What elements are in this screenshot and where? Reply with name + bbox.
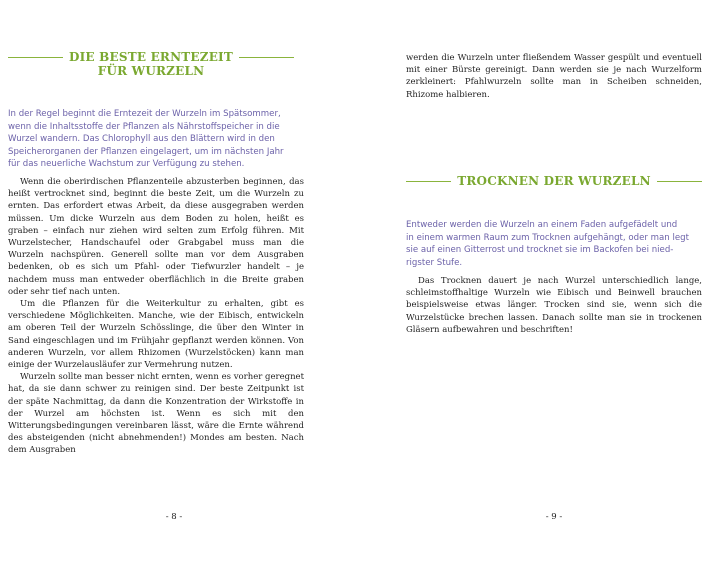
right-lead-line: sie auf einen Gitterrost und trocknet sie im Backofen bei nied- bbox=[406, 245, 674, 256]
left-lead-paragraph bbox=[8, 108, 304, 171]
left-lead-line: Wurzel wandern. Das Chlorophyll aus den Blättern wird in den bbox=[8, 134, 275, 145]
right-continuation-text bbox=[406, 52, 702, 101]
right-body-text bbox=[406, 275, 702, 336]
heading-rule-right bbox=[239, 57, 294, 58]
heading-rule-left bbox=[406, 181, 451, 182]
left-heading-line-2: FÜR WURZELN bbox=[97, 64, 205, 78]
page-number-right: - 9 - bbox=[545, 512, 563, 522]
left-heading-line-1: DIE BESTE ERNTEZEIT bbox=[69, 50, 233, 64]
right-lead-line: in einem warmen Raum zum Trocknen aufgehängt, oder man legt bbox=[406, 232, 689, 243]
left-paragraph-2: Um die Pflanzen für die Weiterkultur zu erhalten, gibt es verschiedene Möglichkeiten. Manche, wie der Eibisch, entwickeln am oberen Teil der Wurzeln Schösslinge, die über den Winter in Sand eingeschlagen und im Frühjahr gepflanzt werden können. Von anderen Wurzeln, vor allem Rhizomen (Wurzelstöcken) kann man einige der Wurzelausläufer zur Vermehrung nutzen. bbox=[8, 299, 304, 371]
right-continuation-paragraph: werden die Wurzeln unter fließendem Wasser gespült und eventuell mit einer Bürste gereinigt. Dann werden sie je nach Wurzelform zerkleinert: Pfahlwurzeln sollte man in Scheiben schneiden, Rhizome halbieren. bbox=[406, 53, 702, 100]
left-lead-line: wenn die Inhaltsstoffe der Pflanzen als Nährstoffspeicher in die bbox=[8, 121, 280, 132]
heading-rule-right bbox=[657, 181, 702, 182]
left-body-text bbox=[8, 176, 304, 457]
left-paragraph-1: Wenn die oberirdischen Pflanzenteile abzusterben beginnen, das heißt vertrocknet sind, beginnt die beste Zeit, um die Wurzeln zu ernten. Das erfordert etwas Arbeit, da diese ausgegraben werden müssen. Um dicke Wurzeln aus dem Boden zu holen, heißt es graben – einfach nur ziehen wird selten zum Erfolg führen. Mit Wurzelstecher, Handschaufel oder Grabgabel muss man die Wurzeln nachspüren. Generell sollte man vor dem Ausgraben bedenken, ob es sich um Pfahl- oder Tiefwurzler handelt – je nachdem muss man entweder oberflächlich in die Breite graben oder sehr tief nach unten. bbox=[8, 177, 304, 297]
right-paragraph-1: Das Trocknen dauert je nach Wurzel unterschiedlich lange, schleimstoffhaltige Wurzeln wie Eibisch und Beinwell brauchen beispielsweise etwas länger. Trocken sind sie, wenn sich die Wurzelstücke brechen lassen. Danach sollte man sie in trockenen Gläsern aufbewahren und beschriften! bbox=[406, 276, 702, 335]
left-page bbox=[0, 0, 352, 568]
right-lead-paragraph bbox=[406, 219, 702, 269]
left-heading bbox=[8, 50, 294, 78]
left-lead-line: In der Regel beginnt die Erntezeit der Wurzeln im Spätsommer, bbox=[8, 109, 281, 119]
left-lead-line: für das neuerliche Wachstum zur Verfügung zu stehen. bbox=[8, 159, 245, 170]
left-heading-text bbox=[63, 50, 239, 78]
right-heading-text: TROCKNEN DER WURZELN bbox=[457, 174, 651, 188]
heading-rule-left bbox=[8, 57, 63, 58]
right-lead-line: rigster Stufe. bbox=[406, 257, 463, 268]
left-paragraph-3: Wurzeln sollte man besser nicht ernten, wenn es vorher geregnet hat, da sie dann schwer zu reinigen sind. Der beste Zeitpunkt ist der späte Nachmittag, da dann die Konzentration der Wirkstoffe in der Wurzel am höchsten ist. Wenn es sich mit den Witterungsbedingungen vereinbaren lässt, wäre die Ernte während des absteigenden (nicht abnehmenden!) Mondes am besten. Nach dem Ausgraben bbox=[8, 372, 304, 456]
page-number-left: - 8 - bbox=[165, 512, 183, 522]
right-page bbox=[358, 0, 710, 568]
left-lead-line: Speicherorganen der Pflanzen eingelagert, um im nächsten Jahr bbox=[8, 146, 284, 157]
right-heading bbox=[406, 174, 702, 188]
right-lead-line: Entweder werden die Wurzeln an einem Faden aufgefädelt und bbox=[406, 220, 678, 230]
